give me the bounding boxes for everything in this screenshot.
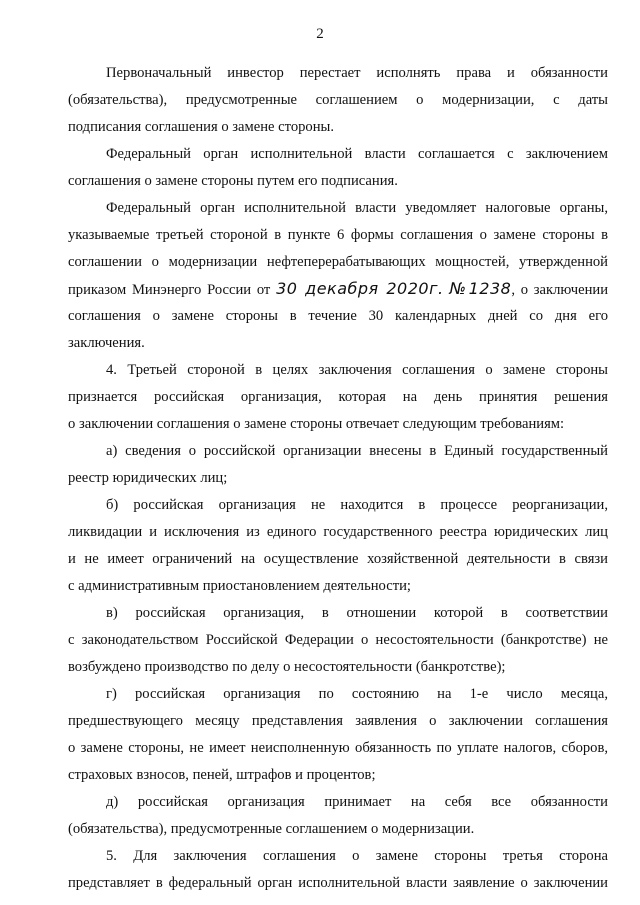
paragraph-line: Федеральный орган исполнительной власти соглашается с заключением — [106, 146, 608, 162]
order-suffix: , о заключении — [511, 282, 609, 298]
page-number: 2 — [316, 26, 324, 42]
list-item-line: о замене стороны, не имеет неисполненную обязанность по уплате налогов, сборов, — [68, 740, 608, 756]
order-prefix: приказом Минэнерго России от — [68, 282, 271, 298]
list-item-line: предшествующего месяцу представления заявления о заключении соглашения — [68, 713, 608, 729]
list-item-line: возбуждено производство по делу о несостоятельности (банкротстве); — [68, 659, 506, 675]
list-item-line: с административным приостановлением деятельности; — [68, 578, 411, 594]
paragraph-line: соглашении о модернизации нефтеперерабатывающих мощностей, утвержденной — [68, 254, 608, 270]
handwritten-date: 30 декабря 2020г. — [276, 279, 444, 298]
list-item-line: с законодательством Российской Федерации о несостоятельности (банкротстве) не — [68, 632, 608, 648]
list-item-line: и не имеет ограничений на осуществление хозяйственной деятельности в связи — [68, 551, 608, 567]
paragraph-line: (обязательства), предусмотренные соглашением о модернизации, с даты — [68, 92, 608, 108]
paragraph-line: признается российская организация, которая на день принятия решения — [68, 389, 608, 405]
list-item-line: г) российская организация по состоянию на 1-е число месяца, — [106, 686, 608, 702]
list-item-line: реестр юридических лиц; — [68, 470, 228, 486]
paragraph-line: указываемые третьей стороной в пункте 6 формы соглашения о замене стороны в — [68, 227, 608, 243]
paragraph-line: заключения. — [68, 335, 145, 351]
paragraph-line: соглашения о замене стороны путем его подписания. — [68, 173, 398, 189]
paragraph-line: о заключении соглашения о замене стороны отвечает следующим требованиям: — [68, 416, 565, 432]
paragraph-line: подписания соглашения о замене стороны. — [68, 119, 334, 135]
list-item-line: в) российская организация, в отношении которой в соответствии — [106, 605, 608, 621]
list-item-line: б) российская организация не находится в процессе реорганизации, — [106, 497, 608, 513]
paragraph-line: Первоначальный инвестор перестает исполнять права и обязанности — [106, 65, 608, 81]
list-item-line: д) российская организация принимает на себя все обязанности — [106, 794, 608, 810]
paragraph-line: соглашения о замене стороны в течение 30 календарных дней со дня его — [68, 308, 608, 324]
paragraph-line: 4. Третьей стороной в целях заключения соглашения о замене стороны — [106, 362, 608, 378]
order-line — [68, 278, 608, 300]
handwritten-number: №1238 — [449, 279, 512, 298]
list-item-line: ликвидации и исключения из единого государственного реестра юридических лиц — [68, 524, 608, 540]
paragraph-line: представляет в федеральный орган исполнительной власти заявление о заключении — [68, 875, 608, 891]
list-item-line: а) сведения о российской организации внесены в Единый государственный — [106, 443, 608, 459]
list-item-line: страховых взносов, пеней, штрафов и процентов; — [68, 767, 376, 783]
paragraph-line: Федеральный орган исполнительной власти уведомляет налоговые органы, — [106, 200, 608, 216]
paragraph-line: 5. Для заключения соглашения о замене стороны третья сторона — [106, 848, 608, 864]
list-item-line: (обязательства), предусмотренные соглашением о модернизации. — [68, 821, 475, 837]
